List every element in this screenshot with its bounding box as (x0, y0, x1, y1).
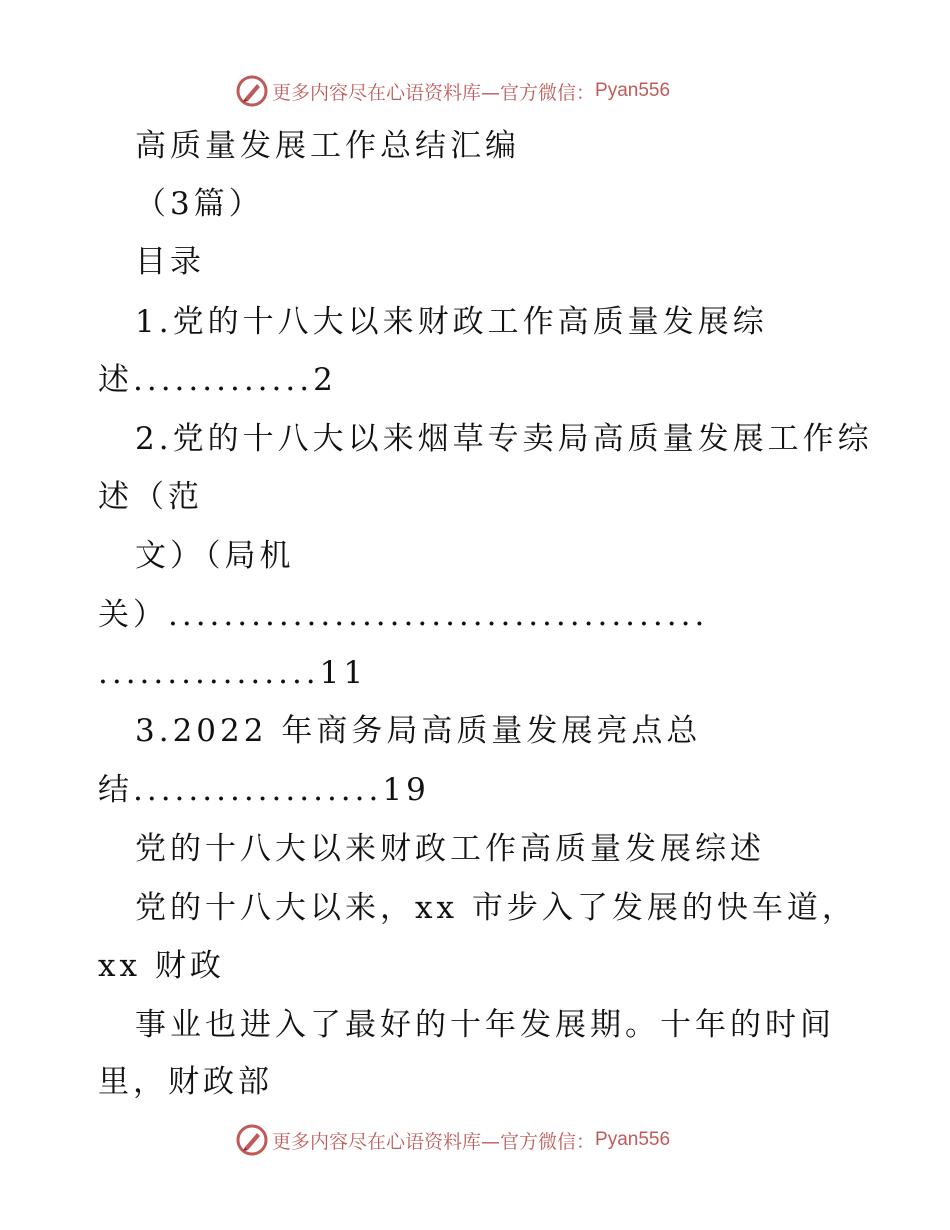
section-title: 党的十八大以来财政工作高质量发展综述 (135, 831, 765, 867)
body-line-4: 里，财政部 (98, 1064, 273, 1100)
toc-item-2-line-1: 2.党的十八大以来烟草专卖局高质量发展工作综 (135, 421, 873, 457)
toc-item-2-line-4: 关）....................................... (98, 597, 709, 633)
watermark-wechat-id: Pyan556 (595, 1129, 671, 1150)
toc-heading: 目录 (135, 244, 205, 280)
pen-logo-icon (236, 1124, 268, 1156)
toc-item-3-line-2: 结..................19 (98, 772, 430, 808)
toc-item-1-line-2: 述.............2 (98, 362, 337, 398)
toc-item-2-line-3: 文）（局机 (135, 538, 295, 574)
document-subtitle: （3篇） (135, 186, 264, 222)
document-title: 高质量发展工作总结汇编 (135, 128, 520, 164)
watermark-wechat-id: Pyan556 (595, 80, 671, 101)
body-line-2: xx 财政 (98, 948, 225, 984)
watermark-text: 更多内容尽在心语资料库—官方微信： (272, 81, 596, 104)
toc-item-2-line-2: 述（范 (98, 479, 203, 515)
toc-item-3-line-1: 3.2022 年商务局高质量发展亮点总 (135, 713, 702, 749)
pen-logo-icon (236, 75, 268, 107)
toc-item-2-line-5: ................11 (98, 655, 368, 691)
toc-item-1-line-1: 1.党的十八大以来财政工作高质量发展综 (135, 304, 768, 340)
body-line-3: 事业也进入了最好的十年发展期。十年的时间 (135, 1007, 835, 1043)
body-line-1: 党的十八大以来，xx 市步入了发展的快车道， (135, 890, 857, 926)
header-watermark (236, 74, 670, 108)
watermark-text: 更多内容尽在心语资料库—官方微信： (272, 1130, 596, 1153)
footer-watermark (236, 1123, 670, 1157)
